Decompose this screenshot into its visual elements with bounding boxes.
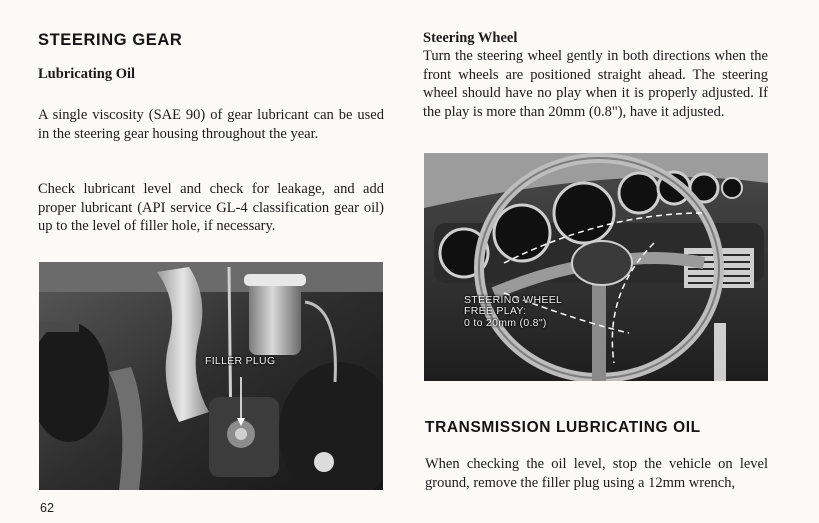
filler-plug-label: FILLER PLUG — [205, 355, 276, 367]
engine-bay-photo — [39, 262, 383, 490]
free-play-label-line1: STEERING WHEEL — [464, 294, 563, 306]
paragraph-viscosity: A single viscosity (SAE 90) of gear lubricant can be used in the steering gear housing throughout the year. — [38, 107, 384, 142]
steering-wheel-photo — [424, 153, 768, 381]
engine-bay-illustration — [39, 262, 383, 490]
page-number: 62 — [40, 501, 54, 515]
paragraph-steering-play: Turn the steering wheel gently in both directions when the front wheels are positioned straight ahead. The steering wheel should have no play when it is properly adjusted. If the play is more than 20mm (0.8"), have it adjusted. — [423, 48, 768, 120]
section-heading-steering-gear: STEERING GEAR — [38, 31, 183, 49]
subheading-steering-wheel: Steering Wheel — [423, 30, 518, 46]
free-play-label-line3: 0 to 20mm (0.8") — [464, 317, 547, 329]
paragraph-check-lubricant: Check lubricant level and check for leakage, and add proper lubricant (API service GL-4 classification gear oil) up to the level of filler hole, if necessary. — [38, 181, 384, 234]
subheading-lubricating-oil: Lubricating Oil — [38, 66, 136, 82]
paragraph-oil-level-check: When checking the oil level, stop the vehicle on level ground, remove the filler plug using a 12mm wrench, — [425, 456, 768, 491]
dashboard-illustration — [424, 153, 768, 381]
section-heading-transmission-oil: TRANSMISSION LUBRICATING OIL — [425, 419, 701, 436]
free-play-label-line2: FREE PLAY: — [464, 305, 527, 317]
